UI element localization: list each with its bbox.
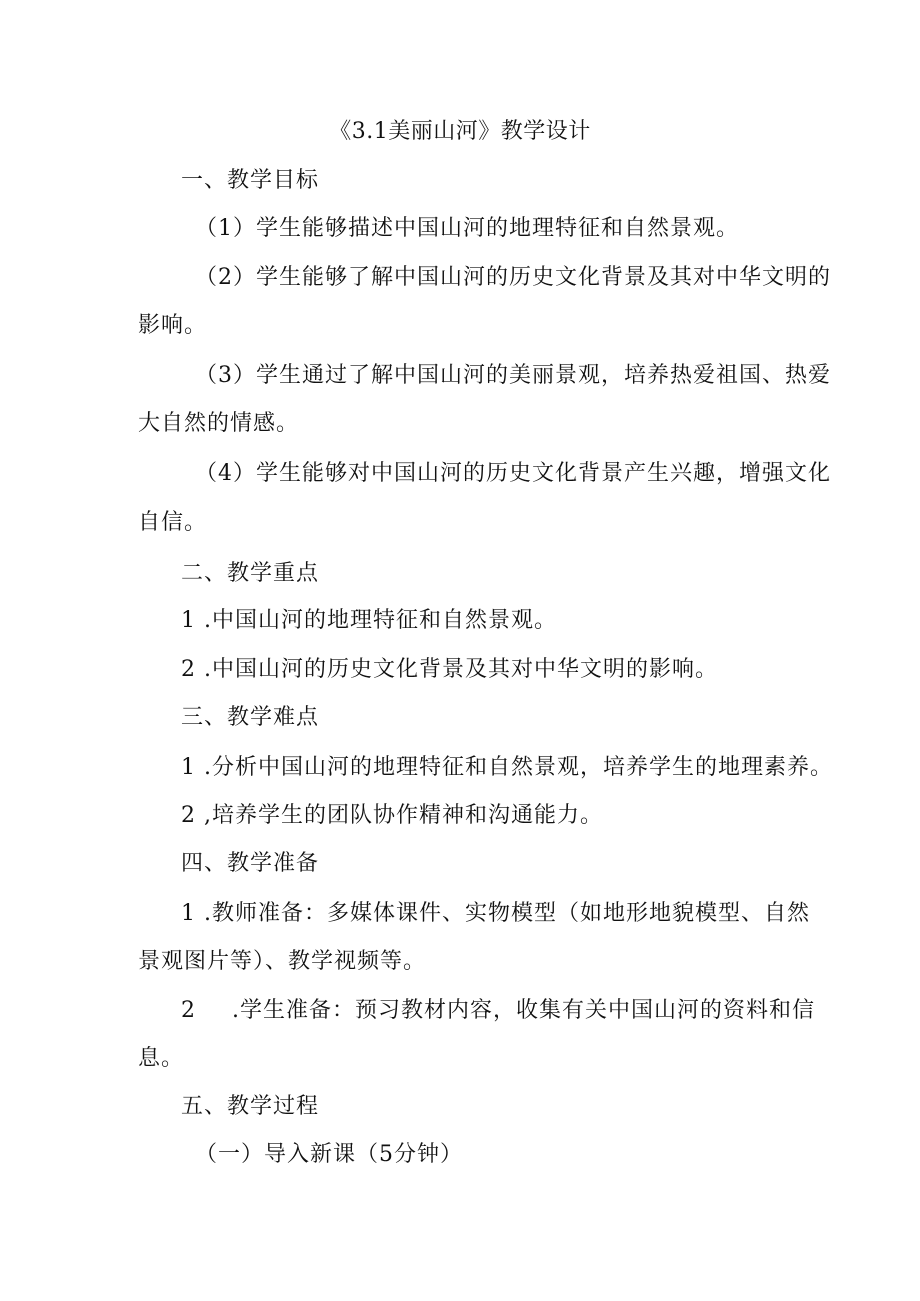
objective-item-3-line-2: 大自然的情感。 — [138, 411, 300, 436]
difficulty-item-2: 2 ,培养学生的团队协作精神和沟通能力。 — [181, 803, 603, 828]
process-subsection-1: （一）导入新课（5分钟） — [195, 1142, 463, 1167]
section-heading-difficulties: 三、教学难点 — [181, 705, 320, 730]
objective-item-2-line-2: 影响。 — [138, 313, 208, 338]
preparation-item-2-line-1: .学生准备：预习教材内容，收集有关中国山河的资料和信 — [232, 998, 815, 1023]
section-heading-objectives: 一、教学目标 — [181, 168, 320, 193]
objective-item-4-line-1: （4）学生能够对中国山河的历史文化背景产生兴趣，增强文化 — [195, 461, 831, 486]
preparation-item-2-line-2: 息。 — [138, 1046, 185, 1071]
key-point-item-2: 2 .中国山河的历史文化背景及其对中华文明的影响。 — [181, 657, 718, 682]
difficulty-item-1: 1 .分析中国山河的地理特征和自然景观，培养学生的地理素养。 — [181, 755, 833, 780]
key-point-item-1: 1 .中国山河的地理特征和自然景观。 — [181, 608, 557, 633]
section-heading-process: 五、教学过程 — [181, 1094, 320, 1119]
objective-item-2-line-1: （2）学生能够了解中国山河的历史文化背景及其对中华文明的 — [195, 265, 831, 290]
objective-item-3-line-1: （3）学生通过了解中国山河的美丽景观，培养热爱祖国、热爱 — [195, 363, 831, 388]
objective-item-1: （1）学生能够描述中国山河的地理特征和自然景观。 — [195, 216, 739, 241]
section-heading-key-points: 二、教学重点 — [181, 561, 320, 586]
section-heading-preparation: 四、教学准备 — [181, 851, 320, 876]
preparation-item-2-number: 2 — [181, 998, 196, 1023]
preparation-item-1-line-1: 1 .教师准备：多媒体课件、实物模型（如地形地貌模型、自然 — [181, 901, 810, 926]
preparation-item-1-line-2: 景观图片等）、教学视频等。 — [138, 949, 427, 974]
document-title: 《3.1美丽山河》教学设计 — [329, 119, 591, 144]
objective-item-4-line-2: 自信。 — [138, 510, 208, 535]
